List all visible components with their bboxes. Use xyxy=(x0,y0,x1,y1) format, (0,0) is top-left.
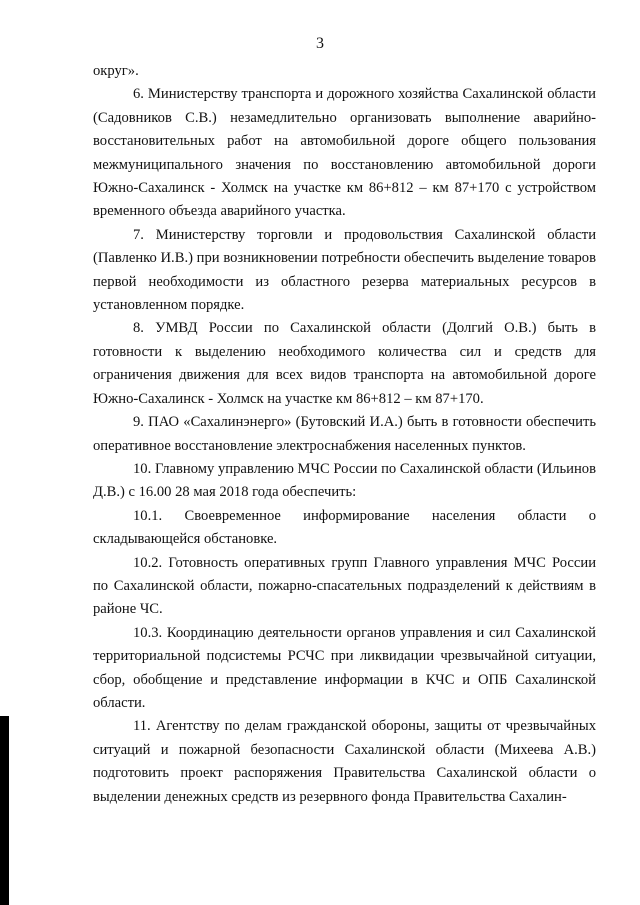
paragraph-continuation: округ». xyxy=(93,63,139,79)
paragraph-item-10-1: 10.1. Своевременное информирование населения области о складывающейся обстановке. xyxy=(93,507,596,548)
paragraph-item-9: 9. ПАО «Сахалинэнерго» (Бутовский И.А.) быть в готовности обеспечить оперативное восстановление электроснабжения населенных пунктов. xyxy=(93,414,596,454)
paragraph-item-10-3: 10.3. Координацию деятельности органов управления и сил Сахалинской территориальной подсистемы РСЧС при ликвидации чрезвычайной ситуации, сбор, обобщение и представление информации в КЧС и ОПБ Сахалинской области. xyxy=(93,624,596,711)
paragraph-item-10-2: 10.2. Готовность оперативных групп Главного управления МЧС России по Сахалинской области, пожарно-спасательных подразделений к действиям в районе ЧС. xyxy=(93,554,596,618)
paragraph-item-7: 7. Министерству торговли и продовольствия Сахалинской области (Павленко И.В.) при возникновении потребности обеспечить выделение товаров первой необходимости из областного резерва материальных ресурсов в установленном порядке. xyxy=(93,226,596,314)
page-number: 3 xyxy=(316,35,324,52)
document-body xyxy=(93,60,596,809)
scan-edge-mark xyxy=(0,716,9,905)
paragraph-item-6: 6. Министерству транспорта и дорожного хозяйства Сахалинской области (Садовников С.В.) незамедлительно организовать выполнение аварийно-восстановительных работ на автомобильной дороге общего пользования межмуниципального значения по восстановлению автомобильной дороги Южно-Сахалинск - Холмск на участке км 86+812 – км 87+170 с устройством временного объезда аварийного участка. xyxy=(93,86,596,220)
paragraph-item-8: 8. УМВД России по Сахалинской области (Долгий О.В.) быть в готовности к выделению необходимого количества сил и средств для ограничения движения для всех видов транспорта на автомобильной дороге Южно-Сахалинск - Холмск на участке км 86+812 – км 87+170. xyxy=(93,320,596,407)
paragraph-item-11: 11. Агентству по делам гражданской обороны, защиты от чрезвычайных ситуаций и пожарной безопасности Сахалинской области (Михеева А.В.) подготовить проект распоряжения Правительства Сахалинской области о выделении денежных средств из резервного фонда Правительства Сахалин- xyxy=(93,718,596,805)
paragraph-item-10: 10. Главному управлению МЧС России по Сахалинской области (Ильинов Д.В.) с 16.00 28 мая 2018 года обеспечить: xyxy=(93,460,596,501)
